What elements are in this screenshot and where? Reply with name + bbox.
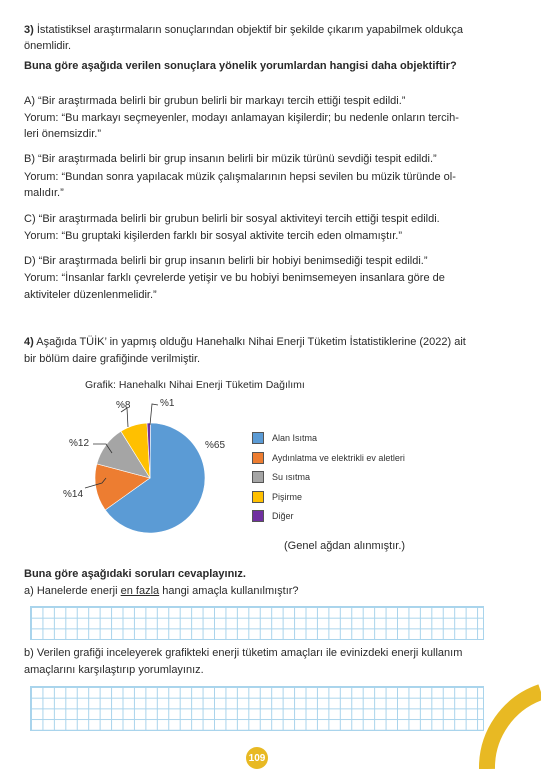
pie-slice-pisirme [121, 423, 150, 478]
q4-intro-line1 [24, 334, 466, 350]
q4-instruction: Buna göre aşağıdaki soruları cevaplayınız. [24, 568, 246, 580]
answer-grid-b[interactable] [30, 686, 484, 731]
q3-question: Buna göre aşağıda verilen sonuçlara yönelik yorumlardan hangisi daha objektiftir? [24, 60, 457, 72]
q3-option-d-statement: D) “Bir araştırmada belirli bir grup insanın belirli bir hobiyi benimsediği tespit edildi.” [24, 255, 428, 267]
legend-swatch [252, 510, 264, 522]
legend-swatch [252, 471, 264, 483]
pie-label-pisirme: %8 [116, 400, 131, 411]
q3-option-c-comment-line1: Yorum: “Bu gruptaki kişilerden farklı bir sosyal aktivite tercih eden olmamıştır.” [24, 230, 403, 242]
legend-item-aydinlatma [252, 451, 405, 465]
pie-slice-diger [147, 423, 150, 478]
pie-slice-su-isitma [97, 431, 150, 478]
q3-intro-text: İstatistiksel araştırmaların sonuçlarından objektif bir şekilde çıkarım yapabilmek oldukça [36, 24, 463, 36]
legend-swatch [252, 432, 264, 444]
source-note: (Genel ağdan alınmıştır.) [284, 540, 406, 552]
legend-swatch [252, 491, 264, 503]
pie-label-aydinlatma: %14 [63, 489, 84, 500]
legend-label: Diğer [272, 511, 294, 521]
legend-label: Alan Isıtma [272, 433, 318, 443]
legend-label: Su ısıtma [272, 472, 311, 482]
q4-intro-text: Aşağıda TÜİK’ in yapmış olduğu Hanehalkı Nihai Enerji Tüketim İstatistiklerine (2022) ait [36, 336, 466, 348]
q3-option-a-statement: A) “Bir araştırmada belirli bir grubun belirli bir markayı tercih ettiği tespit edildi.” [24, 95, 406, 107]
q3-option-d-comment-line1: Yorum: “İnsanlar farklı çevrelerde yetişir ve bu hobiyi benimsemeyen insanlara göre de [24, 272, 445, 284]
legend-label: Pişirme [272, 492, 303, 502]
q4-intro-line2: bir bölüm daire grafiğinde verilmiştir. [24, 353, 201, 365]
q4-part-a-suffix: hangi amaçla kullanılmıştır? [159, 585, 299, 597]
chart-title: Grafik: Hanehalkı Nihai Enerji Tüketim Dağılımı [85, 379, 305, 391]
q3-option-a-comment-line1: Yorum: “Bu markayı seçmeyenler, modayı anlamayan kişilerdir; bu nedenle onların tercih- [24, 112, 459, 124]
q3-number: 3) [24, 24, 34, 36]
pie-slice-alan-isitma [105, 423, 205, 533]
legend-label: Aydınlatma ve elektrikli ev aletleri [272, 453, 405, 463]
legend-item-alan-isitma [252, 431, 317, 445]
grid-lines [31, 607, 483, 639]
grid-lines [31, 687, 483, 730]
page-number: 109 [248, 752, 266, 764]
q3-option-d-comment-line2: aktiviteler düzenlenmelidir.” [24, 289, 157, 301]
answer-grid-a[interactable] [30, 606, 484, 640]
q4-number: 4) [24, 336, 34, 348]
pie-label-su-isitma: %12 [69, 438, 90, 449]
leader-line-1 [150, 404, 158, 425]
q3-intro-line2: önemlidir. [24, 40, 72, 52]
q3-option-b-comment-line2: malıdır.” [24, 187, 64, 199]
q3-option-c-statement: C) “Bir araştırmada belirli bir grubun belirli bir sosyal aktiviteyi tercih ettiği tespit edildi. [24, 213, 440, 225]
pie-slice-aydinlatma [95, 464, 150, 510]
q3-option-a-comment-line2: leri önemsizdir.” [24, 128, 102, 140]
legend-item-su-isitma [252, 470, 310, 484]
q4-part-a [24, 583, 299, 599]
q4-part-b-line1: b) Verilen grafiği inceleyerek grafikteki enerji tüketim amaçları ile evinizdeki enerji kullanım [24, 647, 463, 659]
leader-line-12 [93, 444, 112, 453]
pie-label-diger: %1 [160, 398, 175, 409]
legend-item-diger [252, 509, 294, 523]
q4-part-a-prefix: a) Hanelerde enerji [24, 585, 121, 597]
q3-option-b-comment-line1: Yorum: “Bundan sonra yapılacak müzik çalışmalarının hepsi sevilen bu müzik türünde ol- [24, 171, 456, 183]
legend-item-pisirme [252, 490, 302, 504]
q3-intro-line1 [24, 22, 494, 38]
legend-swatch [252, 452, 264, 464]
q3-option-b-statement: B) “Bir araştırmada belirli bir grup insanın belirli bir müzik türünü sevdiği tespit edildi.” [24, 153, 437, 165]
q4-part-b-line2: amaçlarını karşılaştırıp yorumlayınız. [24, 664, 204, 676]
page-number-badge [246, 747, 268, 769]
q4-part-a-underlined: en fazla [120, 585, 160, 597]
pie-label-alan-isitma: %65 [205, 440, 226, 451]
leader-line-14 [85, 478, 106, 488]
